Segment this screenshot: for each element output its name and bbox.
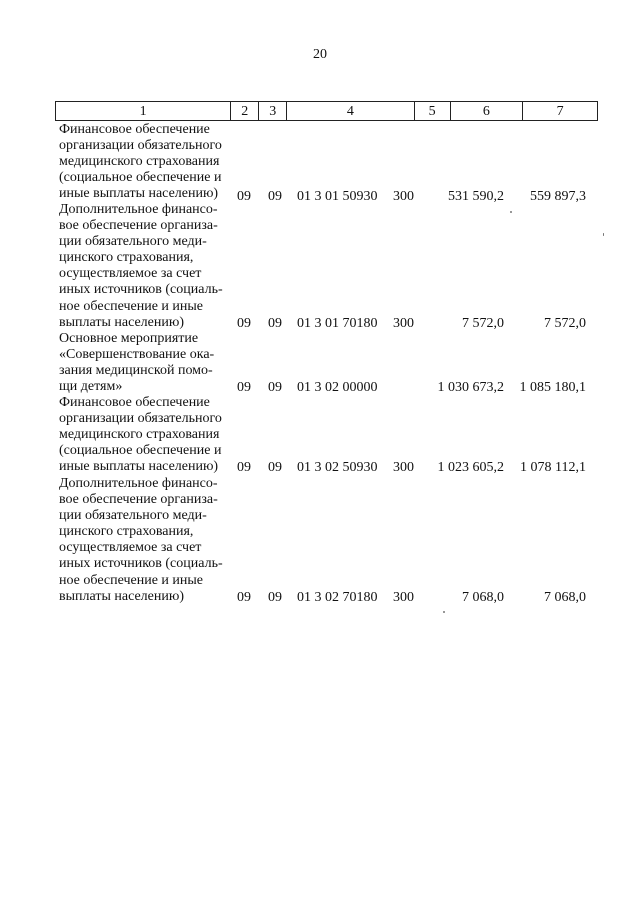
- subsection-code: 09: [268, 316, 282, 331]
- amount-column-6: 7 068,0: [462, 590, 504, 605]
- row-description: Финансовое обеспечение организации обязательного медицинского страхования (социальное обеспечение и иные выплаты населению): [59, 122, 222, 202]
- column-header-1: 1: [56, 102, 231, 120]
- subsection-code: 09: [268, 460, 282, 475]
- amount-column-7: 1 085 180,1: [519, 380, 586, 395]
- target-article-code: 01 3 02 00000: [297, 380, 378, 395]
- amount-column-7: 7 068,0: [544, 590, 586, 605]
- amount-column-6: 7 572,0: [462, 316, 504, 331]
- subsection-code: 09: [268, 189, 282, 204]
- target-article-code: 01 3 01 70180: [297, 316, 378, 331]
- column-header-4: 4: [287, 102, 415, 120]
- scan-speck: [603, 233, 604, 236]
- row-description: Дополнительное финансо- вое обеспечение организа- ции обязательного меди- цинского страхования, осуществляемое за счет иных источников (социаль- ное обеспечение и иные выплаты населению): [59, 202, 223, 330]
- expense-type-code: 300: [393, 189, 414, 204]
- section-code: 09: [237, 380, 251, 395]
- target-article-code: 01 3 01 50930: [297, 189, 378, 204]
- row-values: [0, 590, 640, 607]
- page-number: 20: [313, 47, 327, 62]
- subsection-code: 09: [268, 380, 282, 395]
- column-header-5: 5: [415, 102, 451, 120]
- amount-column-6: 1 023 605,2: [437, 460, 504, 475]
- scan-speck: [510, 211, 512, 213]
- section-code: 09: [237, 460, 251, 475]
- amount-column-7: 559 897,3: [530, 189, 586, 204]
- scan-speck: [443, 611, 445, 613]
- row-description: Основное мероприятие «Совершенствование ока- зания медицинской помо- щи детям»: [59, 331, 215, 395]
- row-description: Дополнительное финансо- вое обеспечение организа- ции обязательного меди- цинского страхования, осуществляемое за счет иных источников (социаль- ное обеспечение и иные выплаты населению): [59, 476, 223, 604]
- column-header-6: 6: [451, 102, 524, 120]
- amount-column-6: 1 030 673,2: [437, 380, 504, 395]
- expense-type-code: 300: [393, 460, 414, 475]
- column-header-7: 7: [556, 104, 564, 119]
- subsection-code: 09: [268, 590, 282, 605]
- amount-column-6: 531 590,2: [448, 189, 504, 204]
- section-code: 09: [237, 590, 251, 605]
- table-column-headers: [55, 101, 598, 121]
- target-article-code: 01 3 02 50930: [297, 460, 378, 475]
- row-values: [0, 460, 640, 477]
- expense-type-code: 300: [393, 590, 414, 605]
- amount-column-7: 7 572,0: [544, 316, 586, 331]
- expense-type-code: 300: [393, 316, 414, 331]
- column-header-2: 2: [231, 102, 259, 120]
- row-description: Финансовое обеспечение организации обязательного медицинского страхования (социальное обеспечение и иные выплаты населению): [59, 395, 222, 475]
- section-code: 09: [237, 316, 251, 331]
- section-code: 09: [237, 189, 251, 204]
- column-header-3: 3: [259, 102, 287, 120]
- target-article-code: 01 3 02 70180: [297, 590, 378, 605]
- amount-column-7: 1 078 112,1: [520, 460, 586, 475]
